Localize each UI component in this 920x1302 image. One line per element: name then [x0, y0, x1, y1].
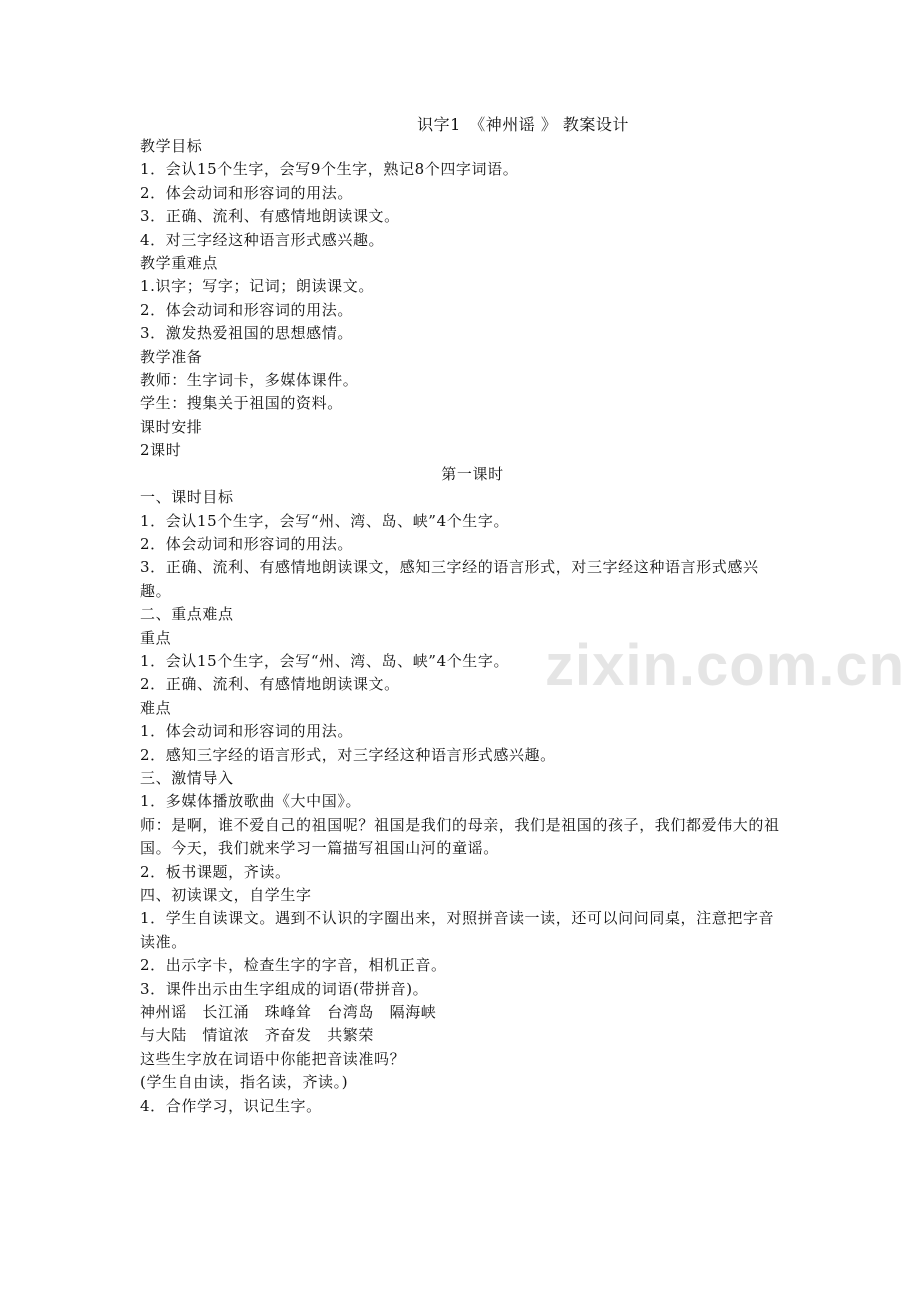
- subheading: 重点: [140, 628, 172, 647]
- paragraph-line: 2．体会动词和形容词的用法。: [140, 534, 353, 553]
- watermark: zixin.com.cn: [545, 633, 906, 698]
- paragraph-line: 教师：生字词卡，多媒体课件。: [140, 371, 359, 390]
- paragraph-line: 1.识字；写字；记词；朗读课文。: [140, 277, 374, 296]
- paragraph-line: 2．出示字卡，检查生字的字音，相机正音。: [140, 956, 447, 975]
- paragraph-line: 3．激发热爱祖国的思想感情。: [140, 324, 353, 343]
- word-list-line: 与大陆 情谊浓 齐奋发 共繁荣: [140, 1026, 375, 1045]
- paragraph-line: 4．对三字经这种语言形式感兴趣。: [140, 230, 385, 249]
- paragraph-line: 2．板书课题，齐读。: [140, 862, 291, 881]
- subheading: 难点: [140, 698, 172, 717]
- paragraph-line: 3．正确、流利、有感情地朗读课文。: [140, 207, 400, 226]
- paragraph-line: 3．正确、流利、有感情地朗读课文，感知三字经的语言形式，对三字经这种语言形式感兴趣。: [140, 558, 759, 600]
- document-body: [140, 135, 785, 1118]
- paragraph-line: 1．会认15个生字，会写“州、湾、岛、峡”4个生字。: [140, 651, 510, 670]
- paragraph-line: 2课时: [140, 441, 182, 460]
- paragraph-line: 2．感知三字经的语言形式，对三字经这种语言形式感兴趣。: [140, 745, 556, 764]
- paragraph-line: 1．学生自读课文。遇到不认识的字圈出来，对照拼音读一读，还可以问问同桌，注意把字音读准。: [140, 909, 775, 951]
- subheading: 四、初读课文，自学生字: [140, 886, 312, 904]
- section-heading-first-lesson: 第一课时: [441, 464, 504, 483]
- paragraph-line: 1．体会动词和形容词的用法。: [140, 722, 353, 741]
- heading-key-points: 教学重难点: [140, 254, 219, 273]
- paragraph-line: 3．课件出示由生字组成的词语(带拼音)。: [140, 979, 429, 998]
- paragraph-line: 2．正确、流利、有感情地朗读课文。: [140, 675, 400, 694]
- word-list-line: 神州谣 长江涌 珠峰耸 台湾岛 隔海峡: [140, 1003, 437, 1022]
- paragraph-line: 2．体会动词和形容词的用法。: [140, 300, 353, 319]
- paragraph-line: 4．合作学习，识记生字。: [140, 1096, 322, 1115]
- heading-teaching-goals: 教学目标: [140, 137, 203, 155]
- heading-schedule: 课时安排: [140, 417, 203, 436]
- paragraph-line: 2．体会动词和形容词的用法。: [140, 183, 353, 202]
- paragraph-line: 学生：搜集关于祖国的资料。: [140, 394, 343, 413]
- paragraph-line: 1．多媒体播放歌曲《大中国》。: [140, 792, 362, 811]
- subheading: 一、课时目标: [140, 488, 234, 507]
- paragraph-line: 1．会认15个生字，会写“州、湾、岛、峡”4个生字。: [140, 511, 510, 530]
- subheading: 二、重点难点: [140, 605, 234, 624]
- paragraph-line: 师：是啊，谁不爱自己的祖国呢？祖国是我们的母亲，我们是祖国的孩子，我们都爱伟大的祖国。今天，我们就来学习一篇描写祖国山河的童谣。: [140, 815, 780, 858]
- subheading: 三、激情导入: [140, 768, 234, 787]
- document-title: 识字1 《神州谣 》 教案设计: [417, 115, 629, 134]
- paragraph-line: 1．会认15个生字，会写9个生字，熟记8个四字词语。: [140, 160, 519, 179]
- heading-preparation: 教学准备: [140, 347, 203, 366]
- paragraph-line: (学生自由读，指名读，齐读。): [140, 1073, 349, 1092]
- paragraph-line: 这些生字放在词语中你能把音读准吗？: [140, 1049, 406, 1068]
